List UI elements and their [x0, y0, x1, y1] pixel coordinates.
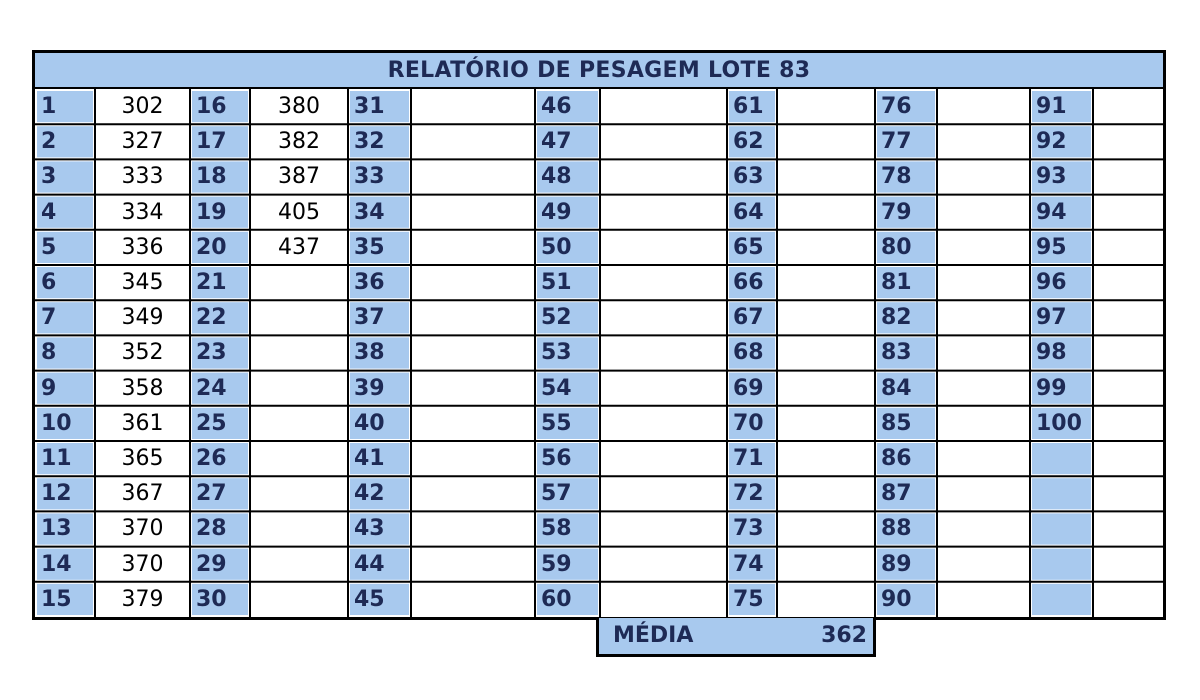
animal-number: 69: [733, 375, 764, 401]
animal-number: 25: [196, 410, 227, 436]
animal-number: 74: [733, 551, 764, 577]
animal-number: 61: [733, 94, 764, 119]
animal-number: 10: [41, 410, 72, 436]
weight-value: 334: [121, 199, 164, 225]
animal-number: 79: [881, 199, 912, 225]
animal-number: 16: [196, 94, 227, 119]
animal-number: 94: [1036, 199, 1067, 225]
animal-number: 83: [881, 340, 912, 366]
animal-number: 38: [354, 340, 385, 366]
animal-number: 89: [881, 551, 912, 577]
animal-number: 3: [41, 164, 57, 190]
animal-number: 52: [541, 305, 572, 331]
animal-number: 77: [881, 129, 912, 155]
weight-value: 345: [121, 270, 164, 295]
animal-number: 62: [733, 129, 764, 155]
number-cell-bg: [1032, 513, 1091, 544]
animal-number: 48: [541, 164, 572, 190]
animal-number: 19: [196, 199, 227, 225]
weight-value: 370: [121, 516, 164, 542]
animal-number: 18: [196, 164, 227, 190]
animal-number: 14: [41, 551, 72, 577]
animal-number: 73: [733, 516, 764, 542]
weight-value: 379: [121, 586, 164, 612]
animal-number: 39: [354, 375, 385, 401]
animal-number: 78: [881, 164, 912, 190]
animal-number: 49: [541, 199, 572, 225]
weight-value: 380: [278, 94, 320, 119]
animal-number: 47: [541, 129, 572, 155]
animal-number: 93: [1036, 164, 1067, 190]
animal-number: 6: [41, 270, 57, 295]
animal-number: 92: [1036, 129, 1067, 155]
average-label: MÉDIA: [613, 623, 694, 648]
animal-number: 1: [41, 94, 57, 119]
animal-number: 65: [733, 234, 764, 260]
animal-number: 91: [1036, 94, 1067, 119]
animal-number: 11: [41, 446, 72, 471]
animal-number: 8: [41, 340, 57, 366]
number-cell-bg: [1032, 584, 1091, 615]
animal-number: 68: [733, 340, 764, 366]
animal-number: 72: [733, 481, 764, 507]
animal-number: 57: [541, 481, 572, 507]
animal-number: 97: [1036, 305, 1067, 331]
animal-number: 98: [1036, 340, 1067, 366]
animal-number: 26: [196, 446, 227, 471]
animal-number: 64: [733, 199, 764, 225]
animal-number: 55: [541, 410, 572, 436]
weight-value: 382: [278, 129, 320, 155]
animal-number: 90: [881, 586, 912, 612]
weight-value: 327: [121, 129, 164, 155]
report-title: RELATÓRIO DE PESAGEM LOTE 83: [35, 53, 1163, 89]
animal-number: 42: [354, 481, 385, 507]
animal-number: 70: [733, 410, 764, 436]
weight-value: 336: [121, 234, 164, 260]
animal-number: 82: [881, 305, 912, 331]
animal-number: 56: [541, 446, 572, 471]
animal-number: 85: [881, 410, 912, 436]
animal-number: 46: [541, 94, 572, 119]
animal-number: 2: [41, 129, 57, 155]
animal-number: 4: [41, 199, 57, 225]
animal-number: 100: [1036, 410, 1082, 436]
average-box: [596, 618, 876, 657]
animal-number: 54: [541, 375, 572, 401]
animal-number: 99: [1036, 375, 1067, 401]
average-value: 362: [821, 623, 867, 648]
weight-value: 367: [121, 481, 164, 507]
weight-value: 361: [121, 410, 164, 436]
animal-number: 5: [41, 234, 57, 260]
animal-number: 24: [196, 375, 227, 401]
animal-number: 75: [733, 586, 764, 612]
animal-number: 41: [354, 446, 385, 471]
weight-value: 302: [121, 94, 164, 119]
animal-number: 17: [196, 129, 227, 155]
animal-number: 50: [541, 234, 572, 260]
animal-number: 96: [1036, 270, 1067, 295]
animal-number: 59: [541, 551, 572, 577]
animal-number: 51: [541, 270, 572, 295]
animal-number: 81: [881, 270, 912, 295]
animal-number: 43: [354, 516, 385, 542]
animal-number: 33: [354, 164, 385, 190]
animal-number: 34: [354, 199, 385, 225]
weighing-report-table: [32, 50, 1166, 620]
animal-number: 60: [541, 586, 572, 612]
animal-number: 37: [354, 305, 385, 331]
animal-number: 22: [196, 305, 227, 331]
animal-number: 67: [733, 305, 764, 331]
animal-number: 84: [881, 375, 912, 401]
animal-number: 40: [354, 410, 385, 436]
animal-number: 29: [196, 551, 227, 577]
weight-value: 370: [121, 551, 164, 577]
weight-value: 352: [121, 340, 164, 366]
animal-number: 66: [733, 270, 764, 295]
animal-number: 12: [41, 481, 72, 507]
number-cell-bg: [1032, 478, 1091, 509]
animal-number: 86: [881, 446, 912, 471]
animal-number: 30: [196, 586, 227, 612]
animal-number: 71: [733, 446, 764, 471]
weight-value: 358: [121, 375, 164, 401]
animal-number: 21: [196, 270, 227, 295]
animal-number: 58: [541, 516, 572, 542]
number-cell-bg: [1032, 549, 1091, 580]
animal-number: 87: [881, 481, 912, 507]
animal-number: 20: [196, 234, 227, 260]
animal-number: 36: [354, 270, 385, 295]
number-cell-bg: [1032, 443, 1091, 474]
animal-number: 32: [354, 129, 385, 155]
animal-number: 45: [354, 586, 385, 612]
animal-number: 23: [196, 340, 227, 366]
animal-number: 28: [196, 516, 227, 542]
animal-number: 7: [41, 305, 57, 331]
weight-value: 387: [278, 164, 320, 190]
animal-number: 13: [41, 516, 72, 542]
animal-number: 63: [733, 164, 764, 190]
animal-number: 80: [881, 234, 912, 260]
animal-number: 88: [881, 516, 912, 542]
animal-number: 76: [881, 94, 912, 119]
animal-number: 35: [354, 234, 385, 260]
animal-number: 27: [196, 481, 227, 507]
animal-number: 31: [354, 94, 385, 119]
weight-value: 349: [121, 305, 164, 331]
weight-value: 437: [278, 234, 320, 260]
animal-number: 95: [1036, 234, 1067, 260]
weight-value: 365: [121, 446, 164, 471]
animal-number: 9: [41, 375, 57, 401]
animal-number: 15: [41, 586, 72, 612]
animal-number: 53: [541, 340, 572, 366]
animal-number: 44: [354, 551, 385, 577]
weight-value: 405: [278, 199, 320, 225]
weight-value: 333: [121, 164, 164, 190]
